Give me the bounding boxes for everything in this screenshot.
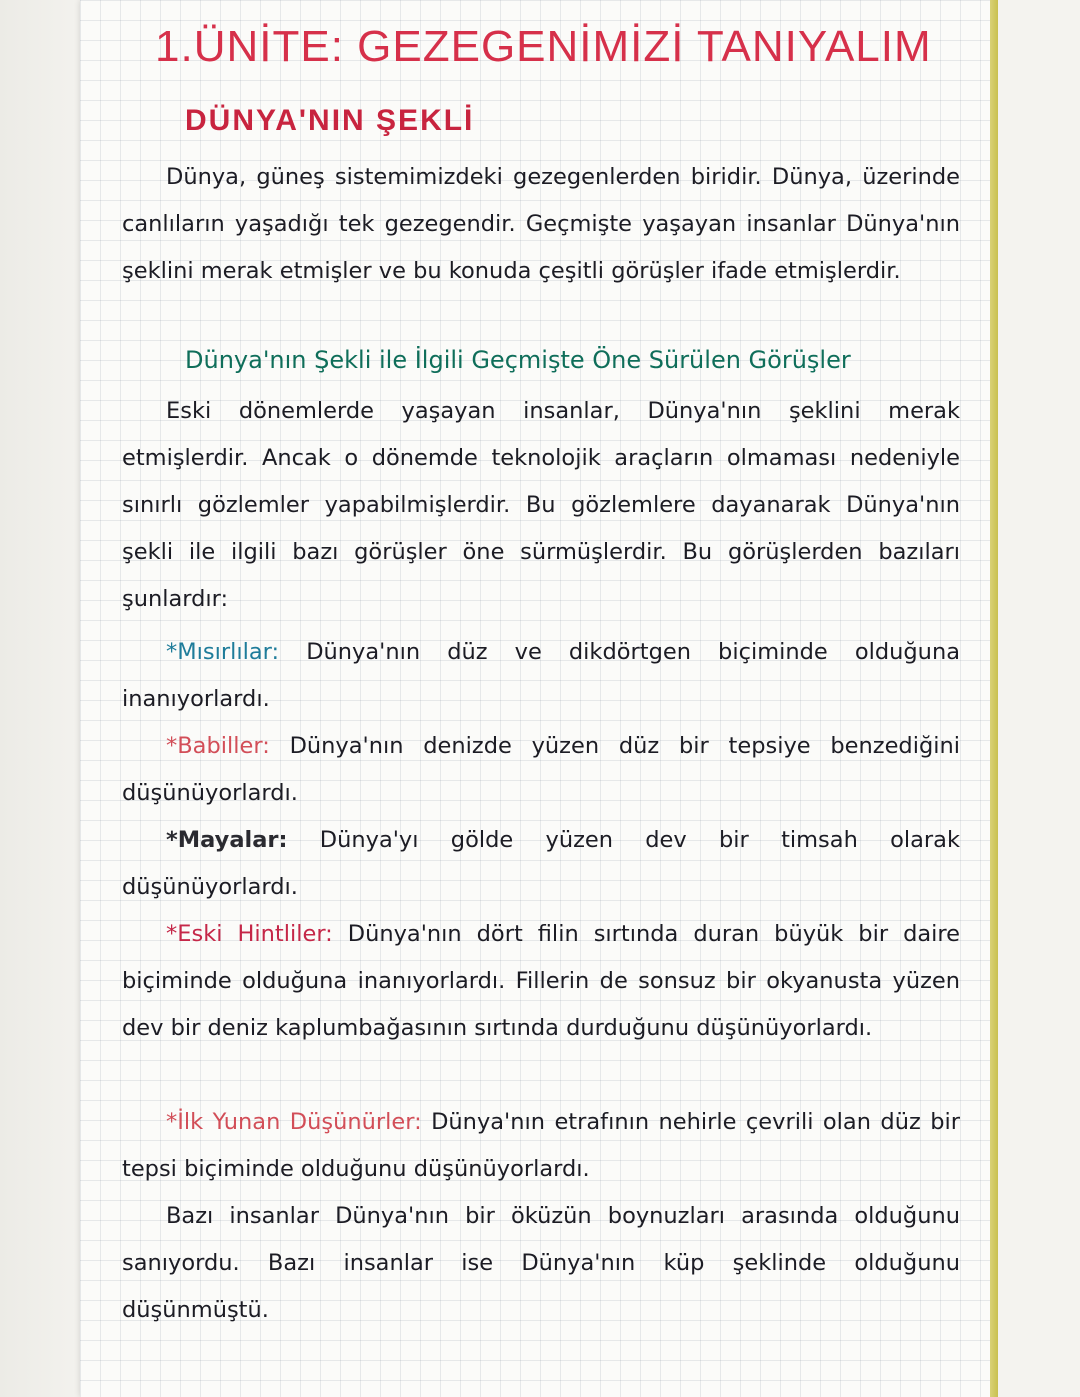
closing-paragraph (122, 1193, 960, 1334)
bullet-text: Dünya'nın denizde yüzen düz bir tepsiye benzediğini düşünüyorlardı. (122, 733, 960, 806)
bullet-star: * (166, 733, 178, 759)
bullet-greek-thinkers (122, 1099, 960, 1193)
bullet-text: Dünya'yı gölde yüzen dev bir timsah olarak düşünüyorlardı. (122, 827, 960, 900)
background-right (998, 0, 1080, 1397)
notebook-edge (990, 0, 998, 1397)
page-left-margin (0, 0, 80, 1397)
bullet-egyptians (122, 629, 960, 723)
views-intro-text: Eski dönemlerde yaşayan insanlar, Dünya'nın şeklini merak etmişlerdir. Ancak o dönemde teknolojik araçların olmaması nedeniyle sınırlı gözlemler yapabilmişlerdir. Bu gözlemlere dayanarak Dünya'nın şekli ile ilgili bazı görüşler öne sürmüşlerdir. Bu görüşlerden bazıları şunlardır: (122, 398, 960, 612)
bullet-label: Mısırlılar: (177, 639, 280, 665)
unit-title: 1.ÜNİTE: GEZEGENİMİZİ TANIYALIM (155, 22, 932, 71)
section-title: DÜNYA'NIN ŞEKLİ (185, 104, 475, 137)
views-intro-paragraph (122, 388, 960, 623)
bullet-text: Dünya'nın düz ve dikdörtgen biçiminde olduğuna inanıyorlardı. (122, 639, 960, 712)
intro-text: Dünya, güneş sistemimizdeki gezegenlerden biridir. Dünya, üzerinde canlıların yaşadığı tek gezegendir. Geçmişte yaşayan insanlar Dünya'nın şeklini merak etmişler ve bu konuda çeşitli görüşler ifade etmişlerdir. (122, 164, 960, 284)
closing-text: Bazı insanlar Dünya'nın bir öküzün boynuzları arasında olduğunu sanıyordu. Bazı insanlar ise Dünya'nın küp şeklinde olduğunu düşünmüştü. (122, 1203, 960, 1323)
bullet-star: * (166, 1109, 178, 1135)
bullet-star: * (166, 827, 178, 853)
bullet-label: İlk Yunan Düşünürler: (177, 1109, 422, 1135)
bullet-label: Babiller: (177, 733, 270, 759)
bullet-text: Dünya'nın etrafının nehirle çevrili olan düz bir tepsi biçiminde olduğunu düşünüyorlardı. (122, 1109, 960, 1182)
bullet-star: * (166, 921, 178, 947)
bullet-label: Mayalar: (177, 827, 288, 853)
views-heading: Dünya'nın Şekli ile İlgili Geçmişte Öne Sürülen Görüşler (185, 346, 851, 374)
bullet-ancient-indians (122, 911, 960, 1052)
bullet-star: * (166, 639, 178, 665)
intro-paragraph (122, 154, 960, 295)
bullet-mayans (122, 817, 960, 911)
bullet-label: Eski Hintliler: (177, 921, 333, 947)
bullet-text: Dünya'nın dört filin sırtında duran büyük bir daire biçiminde olduğuna inanıyorlardı. Fillerin de sonsuz bir okyanusta yüzen dev bir deniz kaplumbağasının sırtında durduğunu düşünüyorlardı. (122, 921, 960, 1041)
bullet-babylonians (122, 723, 960, 817)
